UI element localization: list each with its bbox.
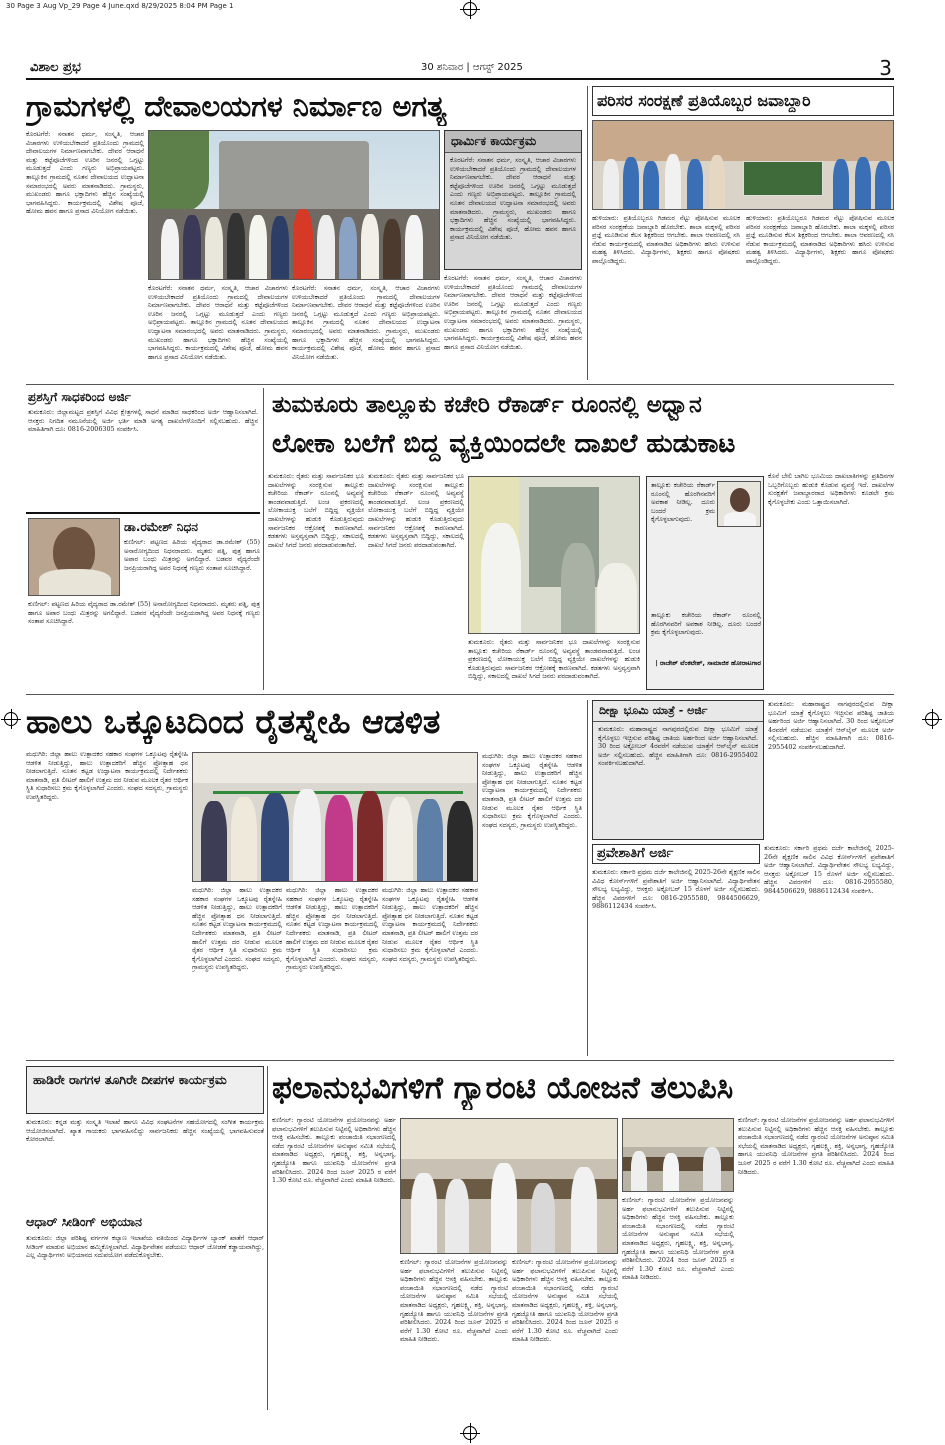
article-body-award: ತುಮಕೂರು: ಜಿಲ್ಲಾಮಟ್ಟದ ಪ್ರಶಸ್ತಿಗೆ ವಿವಿಧ ಕ್ಷೇತ್ರಗಳಲ್ಲಿ ಸಾಧನೆ ಮಾಡಿದ ಸಾಧಕರಿಂದ ಅರ್ಜಿ ಆಹ್ವಾನಿಸಲಾಗಿದೆ. ಆಸಕ್ತರು ನಿಗದಿತ ನಮೂನೆಯಲ್ಲಿ ಅರ್ಜಿ ಭರ್ತಿ ಮಾಡಿ ಅಗತ್ಯ ದಾಖಲೆಗಳೊಂದಿಗೆ ಸಲ್ಲಿಸಬಹುದು. ಹೆಚ್ಚಿನ ಮಾಹಿತಿಗಾಗಿ ದೂ: 0816-2006305 ಸಂಪರ್ಕಿಸಿ. <box>28 408 258 434</box>
article-body-environment-col2: ಹುಳಿಯಾರು: ಪ್ರತಿಯೊಬ್ಬರೂ ಗಿಡಮರ ನೆಟ್ಟು ಪೋಷಿಸುವ ಮೂಲಕ ಪರಿಸರ ಸಂರಕ್ಷಣೆಯ ಜವಾಬ್ದಾರಿ ಹೊರಬೇಕು. ಶಾಲಾ ಮಕ್ಕಳಲ್ಲಿ ಪರಿಸರ ಪ್ರಜ್ಞೆ ಮೂಡಿಸುವ ಕೆಲಸ ಶಿಕ್ಷಕರಿಂದ ಆಗಬೇಕು. ಶಾಲಾ ಆವರಣದಲ್ಲಿ ಸಸಿ ನೆಡುವ ಕಾರ್ಯಕ್ರಮದಲ್ಲಿ ಮಾತನಾಡಿದ ಅಧಿಕಾರಿಗಳು ಹಸಿರು ಉಳಿಸುವ ಮಹತ್ವ ತಿಳಿಸಿದರು. ವಿದ್ಯಾರ್ಥಿಗಳು, ಶಿಕ್ಷಕರು ಹಾಗೂ ಪೋಷಕರು ಪಾಲ್ಗೊಂಡಿದ್ದರು. <box>746 214 894 265</box>
article-body-temples-col4: ಕೊರಟಗೆರೆ: ಸನಾತನ ಧರ್ಮ, ಸಂಸ್ಕೃತಿ, ಆಚಾರ ವಿಚಾರಗಳು ಉಳಿಯಬೇಕಾದರೆ ಪ್ರತಿಯೊಂದು ಗ್ರಾಮದಲ್ಲಿ ದೇವಾಲಯಗಳ ನಿರ್ಮಾಣವಾಗಬೇಕು. ದೇವರ ಆರಾಧನೆ ಮತ್ತು ಕಟ್ಟೆಪೂಜೆಗಳಿಂದ ಊರಿನ ಜನರಲ್ಲಿ ಒಗ್ಗಟ್ಟು ಮೂಡುತ್ತದೆ ಎಂದು ಗಣ್ಯರು ಅಭಿಪ್ರಾಯಪಟ್ಟರು. ತಾಲ್ಲೂಕಿನ ಗ್ರಾಮದಲ್ಲಿ ನೂತನ ದೇವಾಲಯದ ಉದ್ಘಾಟನಾ ಸಮಾರಂಭದಲ್ಲಿ ಅವರು ಮಾತನಾಡಿದರು. ಗ್ರಾಮಸ್ಥರು, ಮುಖಂಡರು ಹಾಗೂ ಭಕ್ತಾದಿಗಳು ಹೆಚ್ಚಿನ ಸಂಖ್ಯೆಯಲ್ಲಿ ಭಾಗವಹಿಸಿದ್ದರು. ಕಾರ್ಯಕ್ರಮದಲ್ಲಿ ವಿಶೇಷ ಪೂಜೆ, ಹೋಮ ಹವನ ಹಾಗೂ ಪ್ರಸಾದ ವಿನಿಯೋಗ ನಡೆಯಿತು. <box>444 274 582 351</box>
quote-text-cont: ತಾಲ್ಲೂಕು ಕಚೇರಿಯ ರೆಕಾರ್ಡ್ ರೂಂನಲ್ಲಿ ಹೊರಗಿನವರಿಗೆ ಅವಕಾಶ ನೀಡಿಲ್ಲ. ದೂರು ಬಂದರೆ ಕ್ರಮ ಕೈಗೊಳ್ಳಲಾಗುವುದು. <box>651 611 761 637</box>
article-body-guarantee-col5: ಕುಣಿಗಲ್: ಗ್ಯಾರಂಟಿ ಯೋಜನೆಗಳ ಪ್ರಯೋಜನವನ್ನು ಅರ್ಹ ಫಲಾನುಭವಿಗಳಿಗೆ ತಲುಪಿಸುವ ನಿಟ್ಟಿನಲ್ಲಿ ಅಧಿಕಾರಿಗಳು ಹೆಚ್ಚಿನ ಆಸಕ್ತಿ ವಹಿಸಬೇಕು. ತಾಲ್ಲೂಕು ಪಂಚಾಯಿತಿ ಸಭಾಂಗಣದಲ್ಲಿ ನಡೆದ ಗ್ಯಾರಂಟಿ ಯೋಜನೆಗಳ ಅನುಷ್ಠಾನ ಸಮಿತಿ ಸಭೆಯಲ್ಲಿ ಮಾತನಾಡಿದ ಅಧ್ಯಕ್ಷರು, ಗೃಹಲಕ್ಷ್ಮಿ, ಶಕ್ತಿ, ಅನ್ನಭಾಗ್ಯ, ಗೃಹಜ್ಯೋತಿ ಹಾಗೂ ಯುವನಿಧಿ ಯೋಜನೆಗಳ ಪ್ರಗತಿ ಪರಿಶೀಲಿಸಿದರು. 2024 ರಿಂದ ಜೂನ್ 2025 ರ ವರೆಗೆ 1.30 ಕೋಟಿ ರೂ. ವೆಚ್ಚವಾಗಿದೆ ಎಂದು ಮಾಹಿತಿ ನೀಡಿದರು. <box>738 1116 894 1176</box>
article-body-record-room-col2: ತುಮಕೂರು: ರೈತರು ಮತ್ತು ಸಾರ್ವಜನಿಕರ ಭೂ ದಾಖಲೆಗಳನ್ನು ಸಂರಕ್ಷಿಸುವ ತಾಲ್ಲೂಕು ಕಚೇರಿಯ ರೆಕಾರ್ಡ್ ರೂಂನಲ್ಲಿ ಅವ್ಯವಸ್ಥೆ ತಾಂಡವವಾಡುತ್ತಿದೆ. ಲಂಚ ಪ್ರಕರಣದಲ್ಲಿ ಲೋಕಾಯುಕ್ತ ಬಲೆಗೆ ಬಿದ್ದಿದ್ದ ವ್ಯಕ್ತಿಯೇ ದಾಖಲೆಗಳನ್ನು ಹುಡುಕಿ ಕೊಡುತ್ತಿರುವುದು ಸಾರ್ವಜನಿಕರ ಆಕ್ರೋಶಕ್ಕೆ ಕಾರಣವಾಗಿದೆ. ಕಡತಗಳು ಅಸ್ತವ್ಯಸ್ತವಾಗಿ ಬಿದ್ದಿದ್ದು, ಸಕಾಲದಲ್ಲಿ ದಾಖಲೆ ಸಿಗದೆ ಜನರು ಪರದಾಡುವಂತಾಗಿದೆ. <box>368 472 464 549</box>
article-body-milk-union-col2: ಮಧುಗಿರಿ: ಜಿಲ್ಲಾ ಹಾಲು ಉತ್ಪಾದಕರ ಸಹಕಾರ ಸಂಘಗಳ ಒಕ್ಕೂಟವು ರೈತಸ್ನೇಹಿ ಆಡಳಿತ ನೀಡುತ್ತಿದ್ದು, ಹಾಲು ಉತ್ಪಾದಕರಿಗೆ ಹೆಚ್ಚಿನ ಪ್ರೋತ್ಸಾಹ ಧನ ನೀಡಲಾಗುತ್ತಿದೆ. ನೂತನ ಕಟ್ಟಡ ಉದ್ಘಾಟನಾ ಕಾರ್ಯಕ್ರಮದಲ್ಲಿ ನಿರ್ದೇಶಕರು ಮಾತನಾಡಿ, ಪ್ರತಿ ಲೀಟರ್ ಹಾಲಿಗೆ ಉತ್ತಮ ದರ ನೀಡುವ ಮೂಲಕ ರೈತರ ಆರ್ಥಿಕ ಸ್ಥಿತಿ ಸುಧಾರಿಸಲು ಕ್ರಮ ಕೈಗೊಳ್ಳಲಾಗಿದೆ ಎಂದರು. ಸಂಘದ ಸದಸ್ಯರು, ಗ್ರಾಮಸ್ಥರು ಉಪಸ್ಥಿತರಿದ್ದರು. <box>192 886 282 972</box>
headline-aadhaar-seeding: ಆಧಾರ್ ಸೀಡಿಂಗ್ ಅಭಿಯಾನ <box>26 1214 142 1229</box>
article-body-aadhaar: ತುಮಕೂರು: ಜಿಲ್ಲಾ ಪರಿಶಿಷ್ಟ ವರ್ಗಗಳ ಕಲ್ಯಾಣ ಇಲಾಖೆಯ ವತಿಯಿಂದ ವಿದ್ಯಾರ್ಥಿಗಳ ಬ್ಯಾಂಕ್ ಖಾತೆಗೆ ಆಧಾರ್ ಸೀಡಿಂಗ್ ಮಾಡುವ ಅಭಿಯಾನ ಹಮ್ಮಿಕೊಳ್ಳಲಾಗಿದೆ. ವಿದ್ಯಾರ್ಥಿವೇತನ ಪಡೆಯಲು ಆಧಾರ್ ಜೋಡಣೆ ಕಡ್ಡಾಯವಾಗಿದ್ದು, ಎಲ್ಲ ವಿದ್ಯಾರ್ಥಿಗಳು ಅಭಿಯಾನದ ಸದುಪಯೋಗ ಪಡೆದುಕೊಳ್ಳಬೇಕು. <box>26 1234 264 1260</box>
article-body-guarantee-col3: ಕುಣಿಗಲ್: ಗ್ಯಾರಂಟಿ ಯೋಜನೆಗಳ ಪ್ರಯೋಜನವನ್ನು ಅರ್ಹ ಫಲಾನುಭವಿಗಳಿಗೆ ತಲುಪಿಸುವ ನಿಟ್ಟಿನಲ್ಲಿ ಅಧಿಕಾರಿಗಳು ಹೆಚ್ಚಿನ ಆಸಕ್ತಿ ವಹಿಸಬೇಕು. ತಾಲ್ಲೂಕು ಪಂಚಾಯಿತಿ ಸಭಾಂಗಣದಲ್ಲಿ ನಡೆದ ಗ್ಯಾರಂಟಿ ಯೋಜನೆಗಳ ಅನುಷ್ಠಾನ ಸಮಿತಿ ಸಭೆಯಲ್ಲಿ ಮಾತನಾಡಿದ ಅಧ್ಯಕ್ಷರು, ಗೃಹಲಕ್ಷ್ಮಿ, ಶಕ್ತಿ, ಅನ್ನಭಾಗ್ಯ, ಗೃಹಜ್ಯೋತಿ ಹಾಗೂ ಯುವನಿಧಿ ಯೋಜನೆಗಳ ಪ್ರಗತಿ ಪರಿಶೀಲಿಸಿದರು. 2024 ರಿಂದ ಜೂನ್ 2025 ರ ವರೆಗೆ 1.30 ಕೋಟಿ ರೂ. ವೆಚ್ಚವಾಗಿದೆ ಎಂದು ಮಾಹಿತಿ ನೀಡಿದರು. <box>512 1258 618 1344</box>
info-box-music-event <box>26 1066 264 1114</box>
article-body-obituary: ಕುಣಿಗಲ್: ಪಟ್ಟಣದ ಹಿರಿಯ ವೈದ್ಯರಾದ ಡಾ.ರಮೇಶ್ (55) ಅನಾರೋಗ್ಯದಿಂದ ನಿಧನರಾದರು. ಮೃತರು ಪತ್ನಿ, ಪುತ್ರ ಹಾಗೂ ಅಪಾರ ಬಂಧು ಮಿತ್ರರನ್ನು ಅಗಲಿದ್ದಾರೆ. ಬಡವರ ವೈದ್ಯರೆಂದೇ ಜನಪ್ರಿಯರಾಗಿದ್ದ ಅವರ ನಿಧನಕ್ಕೆ ಗಣ್ಯರು ಸಂತಾಪ ಸೂಚಿಸಿದ್ದಾರೆ. <box>124 538 260 572</box>
photo-caption-record-room: ತುಮಕೂರು: ರೈತರು ಮತ್ತು ಸಾರ್ವಜನಿಕರ ಭೂ ದಾಖಲೆಗಳನ್ನು ಸಂರಕ್ಷಿಸುವ ತಾಲ್ಲೂಕು ಕಚೇರಿಯ ರೆಕಾರ್ಡ್ ರೂಂನಲ್ಲಿ ಅವ್ಯವಸ್ಥೆ ತಾಂಡವವಾಡುತ್ತಿದೆ. ಲಂಚ ಪ್ರಕರಣದಲ್ಲಿ ಲೋಕಾಯುಕ್ತ ಬಲೆಗೆ ಬಿದ್ದಿದ್ದ ವ್ಯಕ್ತಿಯೇ ದಾಖಲೆಗಳನ್ನು ಹುಡುಕಿ ಕೊಡುತ್ತಿರುವುದು ಸಾರ್ವಜನಿಕರ ಆಕ್ರೋಶಕ್ಕೆ ಕಾರಣವಾಗಿದೆ. ಕಡತಗಳು ಅಸ್ತವ್ಯಸ್ತವಾಗಿ ಬಿದ್ದಿದ್ದು, ಸಕಾಲದಲ್ಲಿ ದಾಖಲೆ ಸಿಗದೆ ಜನರು ಪರದಾಡುವಂತಾಗಿದೆ. <box>468 638 640 681</box>
info-box-deeksha-title: ದೀಕ್ಷಾ ಭೂಮಿ ಯಾತ್ರೆ - ಅರ್ಜಿ <box>593 701 763 722</box>
section-rule <box>26 1060 894 1061</box>
headline-milk-union: ಹಾಲು ಒಕ್ಕೂಟದಿಂದ ರೈತಸ್ನೇಹಿ ಆಡಳಿತ <box>26 702 441 741</box>
article-body-admissions-col2: ತುಮಕೂರು: ಸರ್ಕಾರಿ ಪ್ರಥಮ ದರ್ಜೆ ಕಾಲೇಜಿನಲ್ಲಿ 2025-26ನೇ ಶೈಕ್ಷಣಿಕ ಸಾಲಿನ ವಿವಿಧ ಕೋರ್ಸ್‌ಗಳಿಗೆ ಪ್ರವೇಶಾತಿಗೆ ಅರ್ಜಿ ಆಹ್ವಾನಿಸಲಾಗಿದೆ. ವಿದ್ಯಾರ್ಥಿವೇತನ ಸೌಲಭ್ಯ ಲಭ್ಯವಿದ್ದು, ಆಸಕ್ತರು ಅಕ್ಟೋಬರ್ 15 ರೊಳಗೆ ಅರ್ಜಿ ಸಲ್ಲಿಸಬಹುದು. ಹೆಚ್ಚಿನ ವಿವರಗಳಿಗೆ ದೂ: 0816-2955580, 9844506629, 9886112434 ಸಂಪರ್ಕಿಸಿ. <box>764 844 894 895</box>
column-rule <box>587 86 588 380</box>
article-body-temples: ಕೊರಟಗೆರೆ: ಸನಾತನ ಧರ್ಮ, ಸಂಸ್ಕೃತಿ, ಆಚಾರ ವಿಚಾರಗಳು ಉಳಿಯಬೇಕಾದರೆ ಪ್ರತಿಯೊಂದು ಗ್ರಾಮದಲ್ಲಿ ದೇವಾಲಯಗಳ ನಿರ್ಮಾಣವಾಗಬೇಕು. ದೇವರ ಆರಾಧನೆ ಮತ್ತು ಕಟ್ಟೆಪೂಜೆಗಳಿಂದ ಊರಿನ ಜನರಲ್ಲಿ ಒಗ್ಗಟ್ಟು ಮೂಡುತ್ತದೆ ಎಂದು ಗಣ್ಯರು ಅಭಿಪ್ರಾಯಪಟ್ಟರು. ತಾಲ್ಲೂಕಿನ ಗ್ರಾಮದಲ್ಲಿ ನೂತನ ದೇವಾಲಯದ ಉದ್ಘಾಟನಾ ಸಮಾರಂಭದಲ್ಲಿ ಅವರು ಮಾತನಾಡಿದರು. ಗ್ರಾಮಸ್ಥರು, ಮುಖಂಡರು ಹಾಗೂ ಭಕ್ತಾದಿಗಳು ಹೆಚ್ಚಿನ ಸಂಖ್ಯೆಯಲ್ಲಿ ಭಾಗವಹಿಸಿದ್ದರು. ಕಾರ್ಯಕ್ರಮದಲ್ಲಿ ವಿಶೇಷ ಪೂಜೆ, ಹೋಮ ಹವನ ಹಾಗೂ ಪ್ರಸಾದ ವಿನಿಯೋಗ ನಡೆಯಿತು. <box>26 130 144 216</box>
article-body-temples-col3: ಕೊರಟಗೆರೆ: ಸನಾತನ ಧರ್ಮ, ಸಂಸ್ಕೃತಿ, ಆಚಾರ ವಿಚಾರಗಳು ಉಳಿಯಬೇಕಾದರೆ ಪ್ರತಿಯೊಂದು ಗ್ರಾಮದಲ್ಲಿ ದೇವಾಲಯಗಳ ನಿರ್ಮಾಣವಾಗಬೇಕು. ದೇವರ ಆರಾಧನೆ ಮತ್ತು ಕಟ್ಟೆಪೂಜೆಗಳಿಂದ ಊರಿನ ಜನರಲ್ಲಿ ಒಗ್ಗಟ್ಟು ಮೂಡುತ್ತದೆ ಎಂದು ಗಣ್ಯರು ಅಭಿಪ್ರಾಯಪಟ್ಟರು. ತಾಲ್ಲೂಕಿನ ಗ್ರಾಮದಲ್ಲಿ ನೂತನ ದೇವಾಲಯದ ಉದ್ಘಾಟನಾ ಸಮಾರಂಭದಲ್ಲಿ ಅವರು ಮಾತನಾಡಿದರು. ಗ್ರಾಮಸ್ಥರು, ಮುಖಂಡರು ಹಾಗೂ ಭಕ್ತಾದಿಗಳು ಹೆಚ್ಚಿನ ಸಂಖ್ಯೆಯಲ್ಲಿ ಭಾಗವಹಿಸಿದ್ದರು. ಕಾರ್ಯಕ್ರಮದಲ್ಲಿ ವಿಶೇಷ ಪೂಜೆ, ಹೋಮ ಹವನ ಹಾಗೂ ಪ್ರಸಾದ ವಿನಿಯೋಗ ನಡೆಯಿತು. <box>292 284 440 361</box>
article-body-milk-union-col4: ಮಧುಗಿರಿ: ಜಿಲ್ಲಾ ಹಾಲು ಉತ್ಪಾದಕರ ಸಹಕಾರ ಸಂಘಗಳ ಒಕ್ಕೂಟವು ರೈತಸ್ನೇಹಿ ಆಡಳಿತ ನೀಡುತ್ತಿದ್ದು, ಹಾಲು ಉತ್ಪಾದಕರಿಗೆ ಹೆಚ್ಚಿನ ಪ್ರೋತ್ಸಾಹ ಧನ ನೀಡಲಾಗುತ್ತಿದೆ. ನೂತನ ಕಟ್ಟಡ ಉದ್ಘಾಟನಾ ಕಾರ್ಯಕ್ರಮದಲ್ಲಿ ನಿರ್ದೇಶಕರು ಮಾತನಾಡಿ, ಪ್ರತಿ ಲೀಟರ್ ಹಾಲಿಗೆ ಉತ್ತಮ ದರ ನೀಡುವ ಮೂಲಕ ರೈತರ ಆರ್ಥಿಕ ಸ್ಥಿತಿ ಸುಧಾರಿಸಲು ಕ್ರಮ ಕೈಗೊಳ್ಳಲಾಗಿದೆ ಎಂದರು. ಸಂಘದ ಸದಸ್ಯರು, ಗ್ರಾಮಸ್ಥರು ಉಪಸ್ಥಿತರಿದ್ದರು. <box>382 886 478 963</box>
quote-box <box>646 476 764 690</box>
page-number: 3 <box>879 56 892 80</box>
info-box-deeksha-text: ತುಮಕೂರು: ಮಹಾರಾಷ್ಟ್ರದ ನಾಗಪುರದಲ್ಲಿರುವ ದೀಕ್ಷಾ ಭೂಮಿಗೆ ಯಾತ್ರೆ ಕೈಗೊಳ್ಳಲು ಇಚ್ಛಿಸುವ ಪರಿಶಿಷ್ಟ ಜಾತಿಯ ಅರ್ಹರಿಂದ ಅರ್ಜಿ ಆಹ್ವಾನಿಸಲಾಗಿದೆ. 30 ರಿಂದ ಅಕ್ಟೋಬರ್ 4ರವರೆಗೆ ನಡೆಯುವ ಯಾತ್ರೆಗೆ ಆನ್‌ಲೈನ್ ಮೂಲಕ ಅರ್ಜಿ ಸಲ್ಲಿಸಬಹುದು. ಹೆಚ್ಚಿನ ಮಾಹಿತಿಗಾಗಿ ದೂ: 0816-2955402 ಸಂಪರ್ಕಿಸಬಹುದಾಗಿದೆ. <box>598 725 758 768</box>
quote-text: ತಾಲ್ಲೂಕು ಕಚೇರಿಯ ರೆಕಾರ್ಡ್ ರೂಂನಲ್ಲಿ ಹೊರಗಿನವರಿಗೆ ಅವಕಾಶ ನೀಡಿಲ್ಲ. ದೂರು ಬಂದರೆ ಕ್ರಮ ಕೈಗೊಳ್ಳಲಾಗುವುದು. <box>651 481 715 524</box>
photo-school-children <box>592 120 894 210</box>
headline-music-event: ಹಾಡಿರೇ ರಾಗಗಳ ತೂಗಿರೇ ದೀಪಗಳ ಕಾರ್ಯಕ್ರಮ <box>33 1072 227 1087</box>
subheadline-lokayukta: ಲೋಕಾ ಬಲೆಗೆ ಬಿದ್ದ ವ್ಯಕ್ತಿಯಿಂದಲೇ ದಾಖಲೆ ಹುಡುಕಾಟ <box>272 429 736 459</box>
info-box-text: ಕೊರಟಗೆರೆ: ಸನಾತನ ಧರ್ಮ, ಸಂಸ್ಕೃತಿ, ಆಚಾರ ವಿಚಾರಗಳು ಉಳಿಯಬೇಕಾದರೆ ಪ್ರತಿಯೊಂದು ಗ್ರಾಮದಲ್ಲಿ ದೇವಾಲಯಗಳ ನಿರ್ಮಾಣವಾಗಬೇಕು. ದೇವರ ಆರಾಧನೆ ಮತ್ತು ಕಟ್ಟೆಪೂಜೆಗಳಿಂದ ಊರಿನ ಜನರಲ್ಲಿ ಒಗ್ಗಟ್ಟು ಮೂಡುತ್ತದೆ ಎಂದು ಗಣ್ಯರು ಅಭಿಪ್ರಾಯಪಟ್ಟರು. ತಾಲ್ಲೂಕಿನ ಗ್ರಾಮದಲ್ಲಿ ನೂತನ ದೇವಾಲಯದ ಉದ್ಘಾಟನಾ ಸಮಾರಂಭದಲ್ಲಿ ಅವರು ಮಾತನಾಡಿದರು. ಗ್ರಾಮಸ್ಥರು, ಮುಖಂಡರು ಹಾಗೂ ಭಕ್ತಾದಿಗಳು ಹೆಚ್ಚಿನ ಸಂಖ್ಯೆಯಲ್ಲಿ ಭಾಗವಹಿಸಿದ್ದರು. ಕಾರ್ಯಕ್ರಮದಲ್ಲಿ ವಿಶೇಷ ಪೂಜೆ, ಹೋಮ ಹವನ ಹಾಗೂ ಪ್ರಸಾದ ವಿನಿಯೋಗ ನಡೆಯಿತು. <box>450 156 576 242</box>
registration-mark-icon <box>4 712 18 726</box>
article-body-music-event: ತುಮಕೂರು: ಕನ್ನಡ ಮತ್ತು ಸಂಸ್ಕೃತಿ ಇಲಾಖೆ ಹಾಗೂ ವಿವಿಧ ಸಂಘಟನೆಗಳ ಸಹಯೋಗದಲ್ಲಿ ಸಂಗೀತ ಕಾರ್ಯಕ್ರಮ ಆಯೋಜಿಸಲಾಗಿದೆ. ಖ್ಯಾತ ಗಾಯಕರು ಭಾಗವಹಿಸಲಿದ್ದು ಸಾರ್ವಜನಿಕರು ಹೆಚ್ಚಿನ ಸಂಖ್ಯೆಯಲ್ಲಿ ಭಾಗವಹಿಸುವಂತೆ ಕೋರಲಾಗಿದೆ. <box>26 1118 264 1144</box>
article-body-admissions: ತುಮಕೂರು: ಸರ್ಕಾರಿ ಪ್ರಥಮ ದರ್ಜೆ ಕಾಲೇಜಿನಲ್ಲಿ 2025-26ನೇ ಶೈಕ್ಷಣಿಕ ಸಾಲಿನ ವಿವಿಧ ಕೋರ್ಸ್‌ಗಳಿಗೆ ಪ್ರವೇಶಾತಿಗೆ ಅರ್ಜಿ ಆಹ್ವಾನಿಸಲಾಗಿದೆ. ವಿದ್ಯಾರ್ಥಿವೇತನ ಸೌಲಭ್ಯ ಲಭ್ಯವಿದ್ದು, ಆಸಕ್ತರು ಅಕ್ಟೋಬರ್ 15 ರೊಳಗೆ ಅರ್ಜಿ ಸಲ್ಲಿಸಬಹುದು. ಹೆಚ್ಚಿನ ವಿವರಗಳಿಗೆ ದೂ: 0816-2955580, 9844506629, 9886112434 ಸಂಪರ್ಕಿಸಿ. <box>592 868 760 911</box>
article-body-obituary-cont: ಕುಣಿಗಲ್: ಪಟ್ಟಣದ ಹಿರಿಯ ವೈದ್ಯರಾದ ಡಾ.ರಮೇಶ್ (55) ಅನಾರೋಗ್ಯದಿಂದ ನಿಧನರಾದರು. ಮೃತರು ಪತ್ನಿ, ಪುತ್ರ ಹಾಗೂ ಅಪಾರ ಬಂಧು ಮಿತ್ರರನ್ನು ಅಗಲಿದ್ದಾರೆ. ಬಡವರ ವೈದ್ಯರೆಂದೇ ಜನಪ್ರಿಯರಾಗಿದ್ದ ಅವರ ನಿಧನಕ್ಕೆ ಗಣ್ಯರು ಸಂತಾಪ ಸೂಚಿಸಿದ್ದಾರೆ. <box>28 600 260 626</box>
info-box-deeksha <box>592 700 764 840</box>
photo-dr-ramesh <box>28 518 120 596</box>
headline-environment: ಪರಿಸರ ಸಂರಕ್ಷಣೆ ಪ್ರತಿಯೊಬ್ಬರ ಜವಾಬ್ದಾರಿ <box>592 86 894 116</box>
quote-byline: | ರಾಜೇಶ್ ವೆಂಕಟೇಶ್, ಸಾಮಾಜಿಕ ಹೋರಾಟಗಾರ <box>655 659 761 667</box>
headline-temples: ಗ್ರಾಮಗಳಲ್ಲಿ ದೇವಾಲಯಗಳ ನಿರ್ಮಾಣ ಅಗತ್ಯ <box>26 89 447 123</box>
info-box-title: ಧಾರ್ಮಿಕ ಕಾರ್ಯಕ್ರಮ <box>445 131 581 153</box>
column-rule <box>263 388 264 690</box>
headline-admissions: ಪ್ರವೇಶಾತಿಗೆ ಅರ್ಜಿ <box>592 844 760 864</box>
masthead <box>26 58 894 80</box>
article-body-guarantee-col2: ಕುಣಿಗಲ್: ಗ್ಯಾರಂಟಿ ಯೋಜನೆಗಳ ಪ್ರಯೋಜನವನ್ನು ಅರ್ಹ ಫಲಾನುಭವಿಗಳಿಗೆ ತಲುಪಿಸುವ ನಿಟ್ಟಿನಲ್ಲಿ ಅಧಿಕಾರಿಗಳು ಹೆಚ್ಚಿನ ಆಸಕ್ತಿ ವಹಿಸಬೇಕು. ತಾಲ್ಲೂಕು ಪಂಚಾಯಿತಿ ಸಭಾಂಗಣದಲ್ಲಿ ನಡೆದ ಗ್ಯಾರಂಟಿ ಯೋಜನೆಗಳ ಅನುಷ್ಠಾನ ಸಮಿತಿ ಸಭೆಯಲ್ಲಿ ಮಾತನಾಡಿದ ಅಧ್ಯಕ್ಷರು, ಗೃಹಲಕ್ಷ್ಮಿ, ಶಕ್ತಿ, ಅನ್ನಭಾಗ್ಯ, ಗೃಹಜ್ಯೋತಿ ಹಾಗೂ ಯುವನಿಧಿ ಯೋಜನೆಗಳ ಪ್ರಗತಿ ಪರಿಶೀಲಿಸಿದರು. 2024 ರಿಂದ ಜೂನ್ 2025 ರ ವರೆಗೆ 1.30 ಕೋಟಿ ರೂ. ವೆಚ್ಚವಾಗಿದೆ ಎಂದು ಮಾಹಿತಿ ನೀಡಿದರು. <box>400 1258 508 1344</box>
column-rule <box>587 700 588 1056</box>
headline-award-applications: ಪ್ರಶಸ್ತಿಗೆ ಸಾಧಕರಿಂದ ಅರ್ಜಿ <box>28 390 131 404</box>
article-body-deeksha-cont: ತುಮಕೂರು: ಮಹಾರಾಷ್ಟ್ರದ ನಾಗಪುರದಲ್ಲಿರುವ ದೀಕ್ಷಾ ಭೂಮಿಗೆ ಯಾತ್ರೆ ಕೈಗೊಳ್ಳಲು ಇಚ್ಛಿಸುವ ಪರಿಶಿಷ್ಟ ಜಾತಿಯ ಅರ್ಹರಿಂದ ಅರ್ಜಿ ಆಹ್ವಾನಿಸಲಾಗಿದೆ. 30 ರಿಂದ ಅಕ್ಟೋಬರ್ 4ರವರೆಗೆ ನಡೆಯುವ ಯಾತ್ರೆಗೆ ಆನ್‌ಲೈನ್ ಮೂಲಕ ಅರ್ಜಿ ಸಲ್ಲಿಸಬಹುದು. ಹೆಚ್ಚಿನ ಮಾಹಿತಿಗಾಗಿ ದೂ: 0816-2955402 ಸಂಪರ್ಕಿಸಬಹುದಾಗಿದೆ. <box>768 700 894 751</box>
article-body-milk-union-col5: ಮಧುಗಿರಿ: ಜಿಲ್ಲಾ ಹಾಲು ಉತ್ಪಾದಕರ ಸಹಕಾರ ಸಂಘಗಳ ಒಕ್ಕೂಟವು ರೈತಸ್ನೇಹಿ ಆಡಳಿತ ನೀಡುತ್ತಿದ್ದು, ಹಾಲು ಉತ್ಪಾದಕರಿಗೆ ಹೆಚ್ಚಿನ ಪ್ರೋತ್ಸಾಹ ಧನ ನೀಡಲಾಗುತ್ತಿದೆ. ನೂತನ ಕಟ್ಟಡ ಉದ್ಘಾಟನಾ ಕಾರ್ಯಕ್ರಮದಲ್ಲಿ ನಿರ್ದೇಶಕರು ಮಾತನಾಡಿ, ಪ್ರತಿ ಲೀಟರ್ ಹಾಲಿಗೆ ಉತ್ತಮ ದರ ನೀಡುವ ಮೂಲಕ ರೈತರ ಆರ್ಥಿಕ ಸ್ಥಿತಿ ಸುಧಾರಿಸಲು ಕ್ರಮ ಕೈಗೊಳ್ಳಲಾಗಿದೆ ಎಂದರು. ಸಂಘದ ಸದಸ್ಯರು, ಗ್ರಾಮಸ್ಥರು ಉಪಸ್ಥಿತರಿದ್ದರು. <box>482 752 582 829</box>
headline-obituary: ಡಾ.ರಮೇಶ್ ನಿಧನ <box>124 520 198 534</box>
photo-activist <box>717 481 761 527</box>
photo-guarantee-meeting <box>400 1118 618 1254</box>
section-rule <box>26 384 894 385</box>
photo-ribbon-cutting <box>192 752 478 882</box>
photo-council-hall <box>622 1118 734 1192</box>
registration-mark-icon <box>925 712 939 726</box>
photo-temple-gathering <box>148 130 440 280</box>
section-rule <box>26 694 894 695</box>
article-body-record-room-right: ಕೊನೆ ಬೇಲಿ ಬಾಗಿಲ ಭೂಮಿಯ ದಾಖಲಾತಿಗಳನ್ನು ಪ್ರತಿದಿನಗಳ ಒಬ್ಬರಿಗೊಬ್ಬರು ಹುಡುಕಿ ಕೊಡುವ ವ್ಯವಸ್ಥೆ ಇದೆ. ದಾಖಲೆಗಳ ಸುರಕ್ಷತೆಗೆ ಜವಾಬ್ದಾರರಾದ ಅಧಿಕಾರಿಗಳು ಕೂಡಲೇ ಕ್ರಮ ಕೈಗೊಳ್ಳಬೇಕು ಎಂದು ಒತ್ತಾಯಿಸಲಾಗಿದೆ. <box>768 472 894 506</box>
article-body-milk-union-col3: ಮಧುಗಿರಿ: ಜಿಲ್ಲಾ ಹಾಲು ಉತ್ಪಾದಕರ ಸಹಕಾರ ಸಂಘಗಳ ಒಕ್ಕೂಟವು ರೈತಸ್ನೇಹಿ ಆಡಳಿತ ನೀಡುತ್ತಿದ್ದು, ಹಾಲು ಉತ್ಪಾದಕರಿಗೆ ಹೆಚ್ಚಿನ ಪ್ರೋತ್ಸಾಹ ಧನ ನೀಡಲಾಗುತ್ತಿದೆ. ನೂತನ ಕಟ್ಟಡ ಉದ್ಘಾಟನಾ ಕಾರ್ಯಕ್ರಮದಲ್ಲಿ ನಿರ್ದೇಶಕರು ಮಾತನಾಡಿ, ಪ್ರತಿ ಲೀಟರ್ ಹಾಲಿಗೆ ಉತ್ತಮ ದರ ನೀಡುವ ಮೂಲಕ ರೈತರ ಆರ್ಥಿಕ ಸ್ಥಿತಿ ಸುಧಾರಿಸಲು ಕ್ರಮ ಕೈಗೊಳ್ಳಲಾಗಿದೆ ಎಂದರು. ಸಂಘದ ಸದಸ್ಯರು, ಗ್ರಾಮಸ್ಥರು ಉಪಸ್ಥಿತರಿದ್ದರು. <box>286 886 378 972</box>
column-rule <box>267 1066 268 1410</box>
issue-date: 30 ಶನಿವಾರ | ಆಗಸ್ಟ್ 2025 <box>421 62 523 73</box>
info-box-religious-event <box>444 130 582 270</box>
headline-record-room: ತುಮಕೂರು ತಾಲ್ಲೂಕು ಕಚೇರಿ ರೆಕಾರ್ಡ್ ರೂಂನಲ್ಲಿ ಅಧ್ವಾನ <box>272 392 702 418</box>
rule <box>26 512 260 514</box>
article-body-temples-col2: ಕೊರಟಗೆರೆ: ಸನಾತನ ಧರ್ಮ, ಸಂಸ್ಕೃತಿ, ಆಚಾರ ವಿಚಾರಗಳು ಉಳಿಯಬೇಕಾದರೆ ಪ್ರತಿಯೊಂದು ಗ್ರಾಮದಲ್ಲಿ ದೇವಾಲಯಗಳ ನಿರ್ಮಾಣವಾಗಬೇಕು. ದೇವರ ಆರಾಧನೆ ಮತ್ತು ಕಟ್ಟೆಪೂಜೆಗಳಿಂದ ಊರಿನ ಜನರಲ್ಲಿ ಒಗ್ಗಟ್ಟು ಮೂಡುತ್ತದೆ ಎಂದು ಗಣ್ಯರು ಅಭಿಪ್ರಾಯಪಟ್ಟರು. ತಾಲ್ಲೂಕಿನ ಗ್ರಾಮದಲ್ಲಿ ನೂತನ ದೇವಾಲಯದ ಉದ್ಘಾಟನಾ ಸಮಾರಂಭದಲ್ಲಿ ಅವರು ಮಾತನಾಡಿದರು. ಗ್ರಾಮಸ್ಥರು, ಮುಖಂಡರು ಹಾಗೂ ಭಕ್ತಾದಿಗಳು ಹೆಚ್ಚಿನ ಸಂಖ್ಯೆಯಲ್ಲಿ ಭಾಗವಹಿಸಿದ್ದರು. ಕಾರ್ಯಕ್ರಮದಲ್ಲಿ ವಿಶೇಷ ಪೂಜೆ, ಹೋಮ ಹವನ ಹಾಗೂ ಪ್ರಸಾದ ವಿನಿಯೋಗ ನಡೆಯಿತು. <box>148 284 288 361</box>
headline-guarantee-schemes: ಫಲಾನುಭವಿಗಳಿಗೆ ಗ್ಯಾರಂಟಿ ಯೋಜನೆ ತಲುಪಿಸಿ <box>272 1070 734 1106</box>
registration-mark-icon <box>463 2 477 16</box>
print-slug: 30 Page 3 Aug Vp_29 Page 4 June.qxd 8/29/2025 8:04 PM Page 1 <box>6 2 234 10</box>
article-body-milk-union: ಮಧುಗಿರಿ: ಜಿಲ್ಲಾ ಹಾಲು ಉತ್ಪಾದಕರ ಸಹಕಾರ ಸಂಘಗಳ ಒಕ್ಕೂಟವು ರೈತಸ್ನೇಹಿ ಆಡಳಿತ ನೀಡುತ್ತಿದ್ದು, ಹಾಲು ಉತ್ಪಾದಕರಿಗೆ ಹೆಚ್ಚಿನ ಪ್ರೋತ್ಸಾಹ ಧನ ನೀಡಲಾಗುತ್ತಿದೆ. ನೂತನ ಕಟ್ಟಡ ಉದ್ಘಾಟನಾ ಕಾರ್ಯಕ್ರಮದಲ್ಲಿ ನಿರ್ದೇಶಕರು ಮಾತನಾಡಿ, ಪ್ರತಿ ಲೀಟರ್ ಹಾಲಿಗೆ ಉತ್ತಮ ದರ ನೀಡುವ ಮೂಲಕ ರೈತರ ಆರ್ಥಿಕ ಸ್ಥಿತಿ ಸುಧಾರಿಸಲು ಕ್ರಮ ಕೈಗೊಳ್ಳಲಾಗಿದೆ ಎಂದರು. ಸಂಘದ ಸದಸ್ಯರು, ಗ್ರಾಮಸ್ಥರು ಉಪಸ್ಥಿತರಿದ್ದರು. <box>26 750 188 801</box>
article-body-guarantee-col4: ಕುಣಿಗಲ್: ಗ್ಯಾರಂಟಿ ಯೋಜನೆಗಳ ಪ್ರಯೋಜನವನ್ನು ಅರ್ಹ ಫಲಾನುಭವಿಗಳಿಗೆ ತಲುಪಿಸುವ ನಿಟ್ಟಿನಲ್ಲಿ ಅಧಿಕಾರಿಗಳು ಹೆಚ್ಚಿನ ಆಸಕ್ತಿ ವಹಿಸಬೇಕು. ತಾಲ್ಲೂಕು ಪಂಚಾಯಿತಿ ಸಭಾಂಗಣದಲ್ಲಿ ನಡೆದ ಗ್ಯಾರಂಟಿ ಯೋಜನೆಗಳ ಅನುಷ್ಠಾನ ಸಮಿತಿ ಸಭೆಯಲ್ಲಿ ಮಾತನಾಡಿದ ಅಧ್ಯಕ್ಷರು, ಗೃಹಲಕ್ಷ್ಮಿ, ಶಕ್ತಿ, ಅನ್ನಭಾಗ್ಯ, ಗೃಹಜ್ಯೋತಿ ಹಾಗೂ ಯುವನಿಧಿ ಯೋಜನೆಗಳ ಪ್ರಗತಿ ಪರಿಶೀಲಿಸಿದರು. 2024 ರಿಂದ ಜೂನ್ 2025 ರ ವರೆಗೆ 1.30 ಕೋಟಿ ರೂ. ವೆಚ್ಚವಾಗಿದೆ ಎಂದು ಮಾಹಿತಿ ನೀಡಿದರು. <box>622 1196 734 1282</box>
article-body-record-room: ತುಮಕೂರು: ರೈತರು ಮತ್ತು ಸಾರ್ವಜನಿಕರ ಭೂ ದಾಖಲೆಗಳನ್ನು ಸಂರಕ್ಷಿಸುವ ತಾಲ್ಲೂಕು ಕಚೇರಿಯ ರೆಕಾರ್ಡ್ ರೂಂನಲ್ಲಿ ಅವ್ಯವಸ್ಥೆ ತಾಂಡವವಾಡುತ್ತಿದೆ. ಲಂಚ ಪ್ರಕರಣದಲ್ಲಿ ಲೋಕಾಯುಕ್ತ ಬಲೆಗೆ ಬಿದ್ದಿದ್ದ ವ್ಯಕ್ತಿಯೇ ದಾಖಲೆಗಳನ್ನು ಹುಡುಕಿ ಕೊಡುತ್ತಿರುವುದು ಸಾರ್ವಜನಿಕರ ಆಕ್ರೋಶಕ್ಕೆ ಕಾರಣವಾಗಿದೆ. ಕಡತಗಳು ಅಸ್ತವ್ಯಸ್ತವಾಗಿ ಬಿದ್ದಿದ್ದು, ಸಕಾಲದಲ್ಲಿ ದಾಖಲೆ ಸಿಗದೆ ಜನರು ಪರದಾಡುವಂತಾಗಿದೆ. <box>268 472 364 549</box>
article-body-guarantee: ಕುಣಿಗಲ್: ಗ್ಯಾರಂಟಿ ಯೋಜನೆಗಳ ಪ್ರಯೋಜನವನ್ನು ಅರ್ಹ ಫಲಾನುಭವಿಗಳಿಗೆ ತಲುಪಿಸುವ ನಿಟ್ಟಿನಲ್ಲಿ ಅಧಿಕಾರಿಗಳು ಹೆಚ್ಚಿನ ಆಸಕ್ತಿ ವಹಿಸಬೇಕು. ತಾಲ್ಲೂಕು ಪಂಚಾಯಿತಿ ಸಭಾಂಗಣದಲ್ಲಿ ನಡೆದ ಗ್ಯಾರಂಟಿ ಯೋಜನೆಗಳ ಅನುಷ್ಠಾನ ಸಮಿತಿ ಸಭೆಯಲ್ಲಿ ಮಾತನಾಡಿದ ಅಧ್ಯಕ್ಷರು, ಗೃಹಲಕ್ಷ್ಮಿ, ಶಕ್ತಿ, ಅನ್ನಭಾಗ್ಯ, ಗೃಹಜ್ಯೋತಿ ಹಾಗೂ ಯುವನಿಧಿ ಯೋಜನೆಗಳ ಪ್ರಗತಿ ಪರಿಶೀಲಿಸಿದರು. 2024 ರಿಂದ ಜೂನ್ 2025 ರ ವರೆಗೆ 1.30 ಕೋಟಿ ರೂ. ವೆಚ್ಚವಾಗಿದೆ ಎಂದು ಮಾಹಿತಿ ನೀಡಿದರು. <box>272 1116 396 1185</box>
article-body-environment: ಹುಳಿಯಾರು: ಪ್ರತಿಯೊಬ್ಬರೂ ಗಿಡಮರ ನೆಟ್ಟು ಪೋಷಿಸುವ ಮೂಲಕ ಪರಿಸರ ಸಂರಕ್ಷಣೆಯ ಜವಾಬ್ದಾರಿ ಹೊರಬೇಕು. ಶಾಲಾ ಮಕ್ಕಳಲ್ಲಿ ಪರಿಸರ ಪ್ರಜ್ಞೆ ಮೂಡಿಸುವ ಕೆಲಸ ಶಿಕ್ಷಕರಿಂದ ಆಗಬೇಕು. ಶಾಲಾ ಆವರಣದಲ್ಲಿ ಸಸಿ ನೆಡುವ ಕಾರ್ಯಕ್ರಮದಲ್ಲಿ ಮಾತನಾಡಿದ ಅಧಿಕಾರಿಗಳು ಹಸಿರು ಉಳಿಸುವ ಮಹತ್ವ ತಿಳಿಸಿದರು. ವಿದ್ಯಾರ್ಥಿಗಳು, ಶಿಕ್ಷಕರು ಹಾಗೂ ಪೋಷಕರು ಪಾಲ್ಗೊಂಡಿದ್ದರು. <box>592 214 740 265</box>
brand-logo: ವಿಶಾಲ ಪ್ರಭ <box>30 60 81 75</box>
registration-mark-icon <box>463 1426 477 1440</box>
photo-record-room <box>468 476 640 634</box>
